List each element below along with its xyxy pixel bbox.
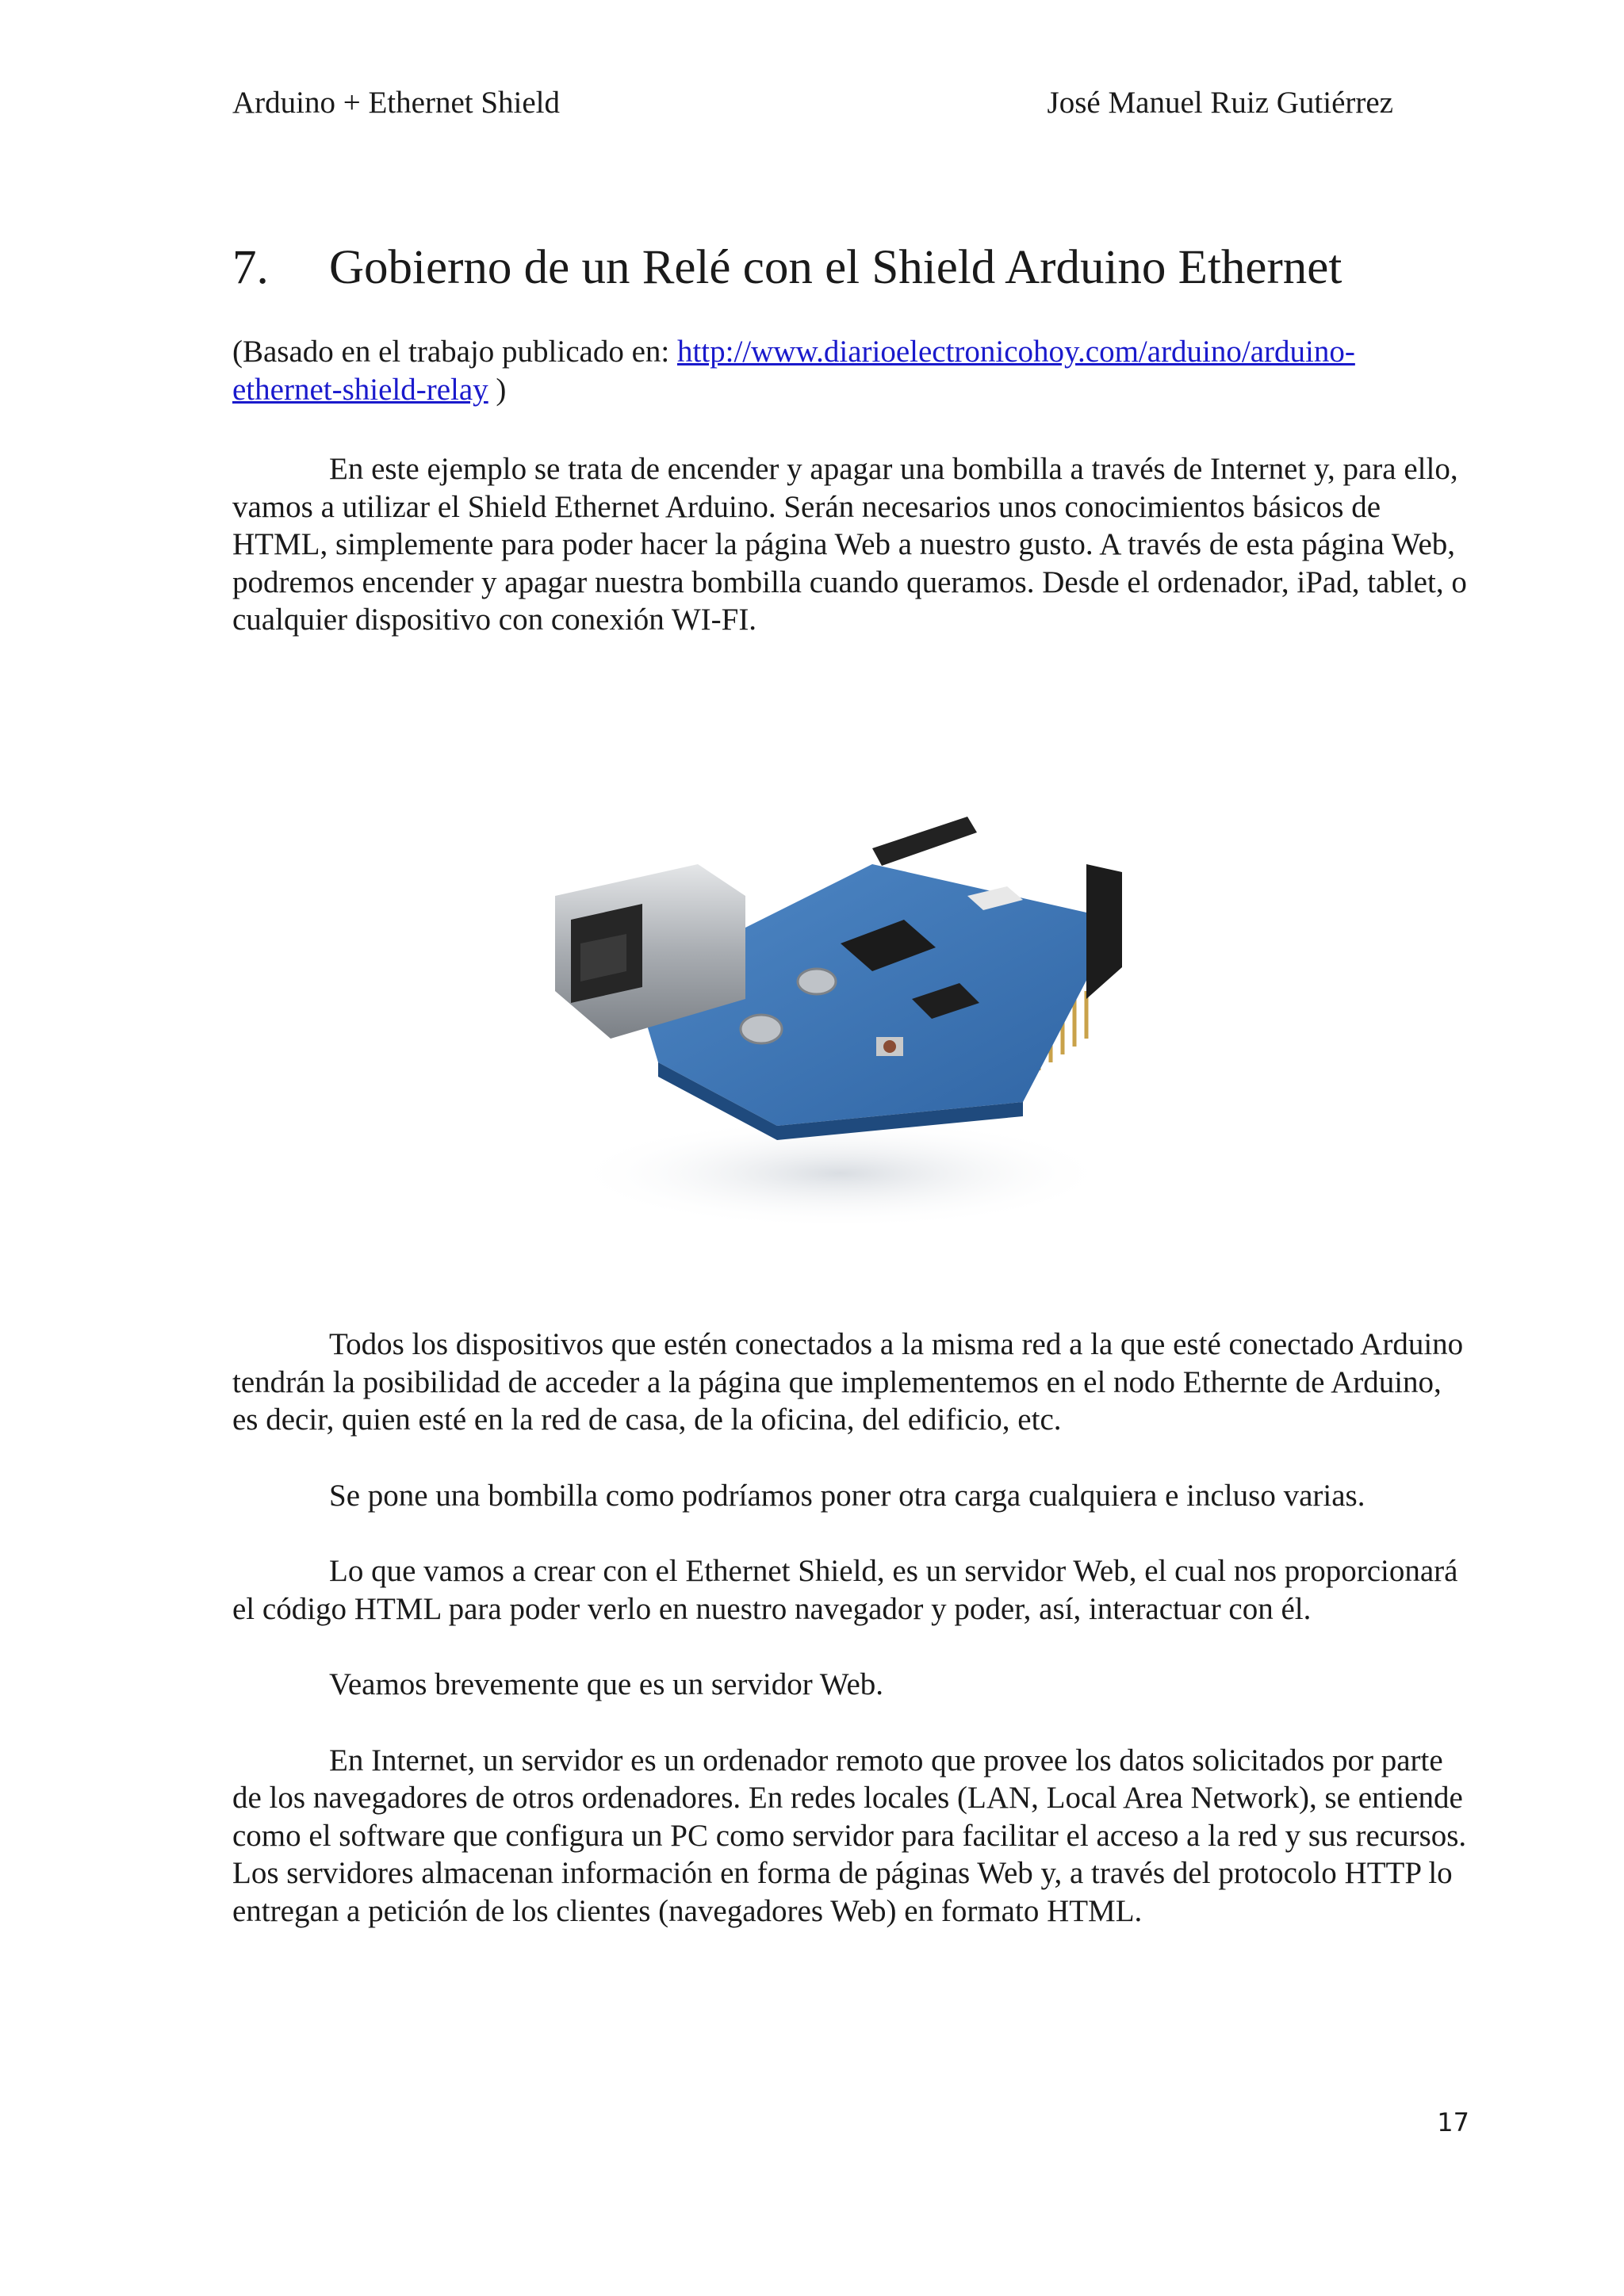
ethernet-shield-photo: [539, 801, 1142, 1269]
running-header-title: Arduino + Ethernet Shield: [232, 86, 561, 120]
section-number: 7.: [232, 241, 269, 294]
section-heading: [232, 238, 1342, 298]
paragraph-devices: Todos los dispositivos que estén conectados a la misma red a la que esté conectado Arduino tendrán la posibilidad de acceder a la página que implementemos en el nodo Ethernte de Arduino, es decir, quien esté en la red de casa, de la oficina, del edificio, etc.: [232, 1327, 1464, 1437]
paragraph-veamos: Veamos brevemente que es un servidor Web.: [329, 1667, 884, 1701]
reset-button-cap: [883, 1040, 896, 1053]
paragraph-internet-server: En Internet, un servidor es un ordenador remoto que provee los datos solicitados por parte de los navegadores de otros ordenadores. En redes locales (LAN, Local Area Network), se entiende como el software que configura un PC como servidor para facilitar el acceso a la red y sus recursos. Los servidores almacenan información en forma de páginas Web y, a través del protocolo HTTP lo entregan a petición de los clientes (navegadores Web) en formato HTML.: [232, 1743, 1467, 1928]
source-suffix: ): [488, 372, 507, 407]
source-citation: [232, 333, 1469, 408]
page-number: 17: [1437, 2107, 1469, 2137]
board-shadow: [571, 1118, 1110, 1229]
source-link-line1[interactable]: http://www.diarioelectronicohoy.com/arduino/arduino-: [676, 335, 1355, 369]
source-link-line2[interactable]: ethernet-shield-relay: [232, 372, 488, 407]
header-top: [872, 817, 977, 866]
paragraph-web-server: Lo que vamos a crear con el Ethernet Shield, es un servidor Web, el cual nos proporcionará el código HTML para poder verlo en nuestro navegador y poder, así, interactuar con él.: [232, 1554, 1458, 1626]
capacitor-2: [741, 1015, 782, 1043]
section-title: Gobierno de un Relé con el Shield Arduino Ethernet: [329, 241, 1342, 294]
paragraph-load: Se pone una bombilla como podríamos poner otra carga cualquiera e incluso varias.: [329, 1478, 1365, 1513]
intro-text: En este ejemplo se trata de encender y apagar una bombilla a través de Internet y, para ello, vamos a utilizar el Shield Ethernet Arduino. Serán necesarios unos conocimientos básicos de HTML, simplemente para poder hacer la página Web a nuestro gusto. A través de esta página Web, podremos encender y apagar nuestra bombilla cuando queramos. Desde el ordenador, iPad, tablet, o cualquier dispositivo con conexión WI-FI.: [232, 452, 1467, 637]
capacitor-1: [798, 969, 836, 994]
header-right: [1086, 864, 1122, 999]
body-section: [232, 1326, 1469, 1930]
source-prefix: (Basado en el trabajo publicado en:: [232, 335, 677, 369]
intro-paragraph: [232, 450, 1469, 639]
running-header-author: José Manuel Ruiz Gutiérrez: [1047, 86, 1393, 120]
